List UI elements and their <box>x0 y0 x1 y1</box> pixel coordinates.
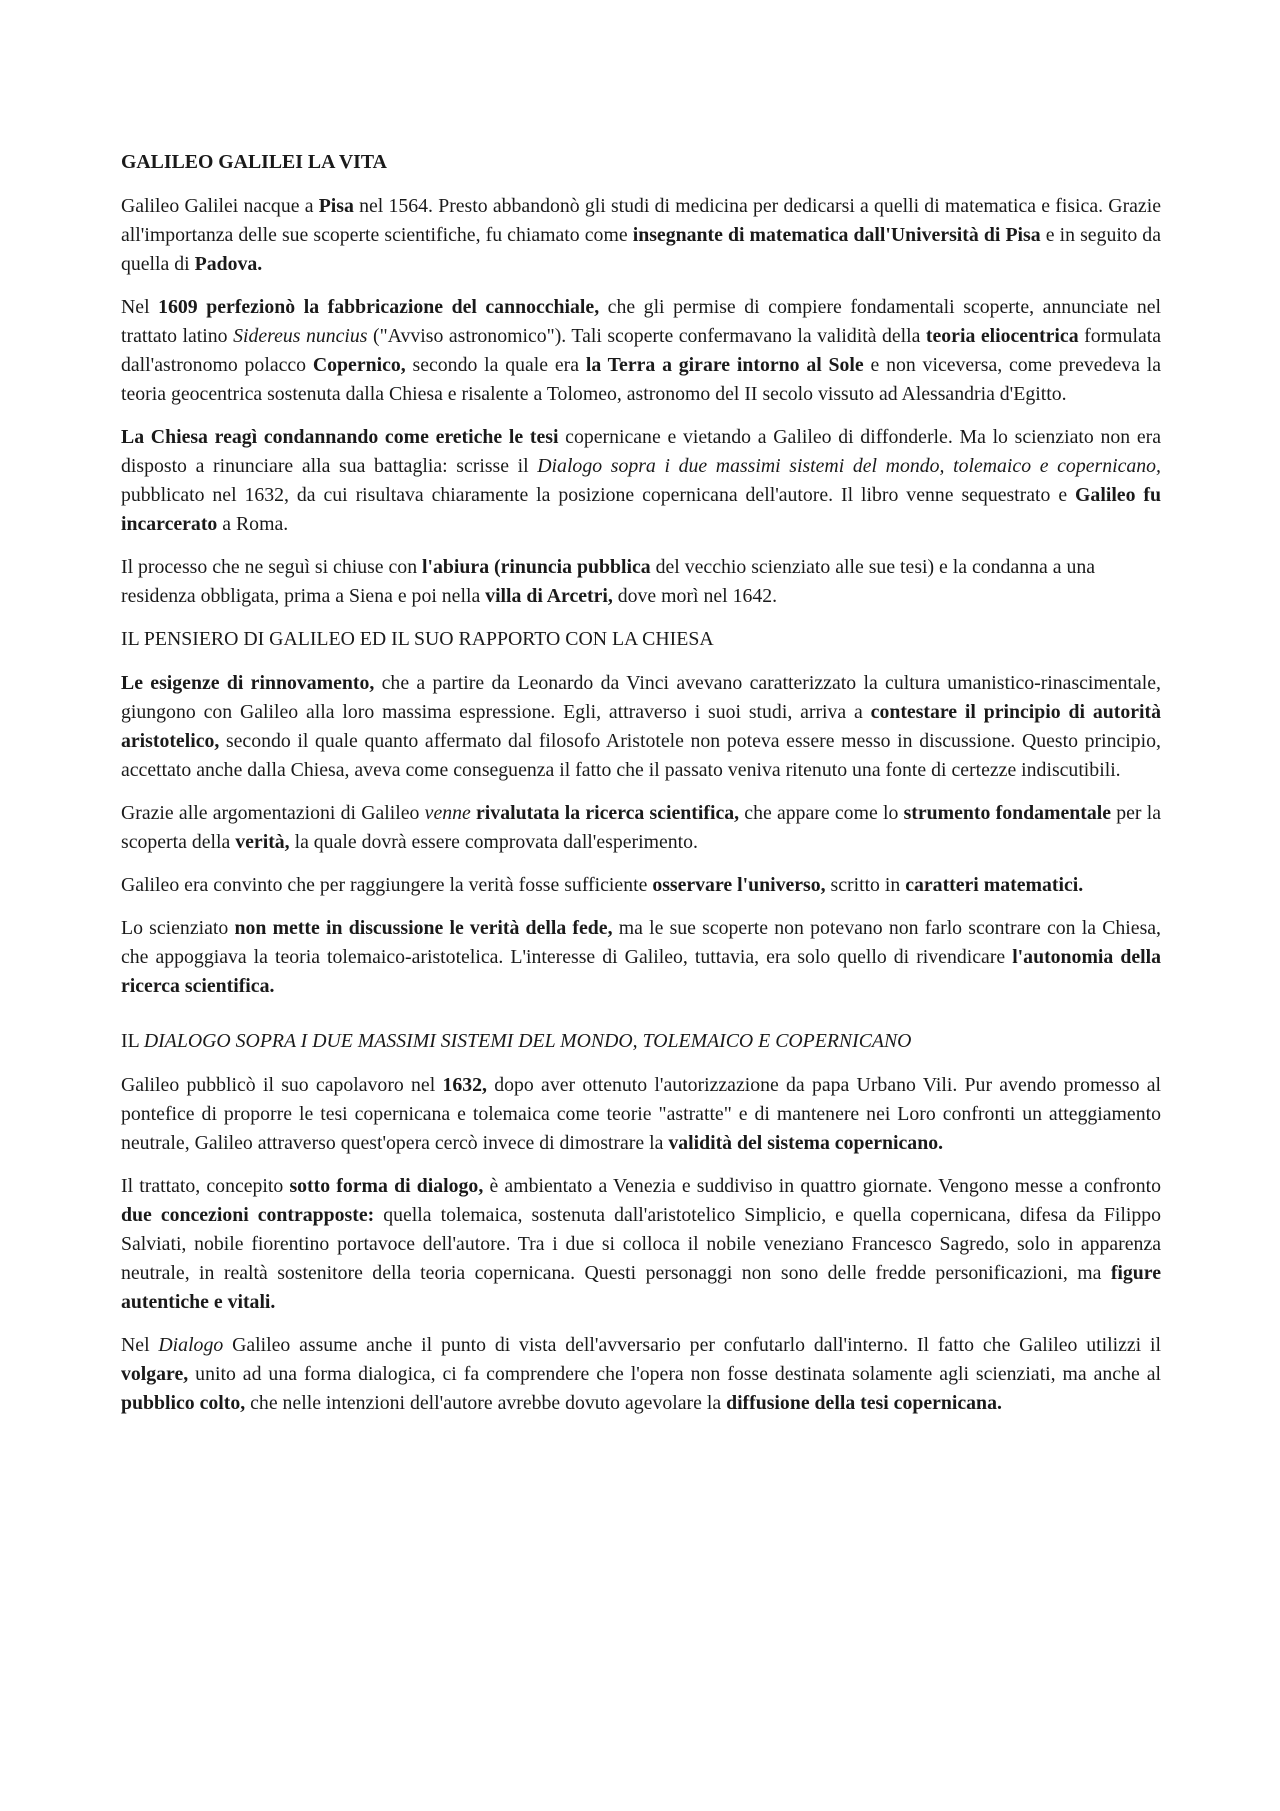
spacer <box>121 1015 1161 1027</box>
document-page <box>121 148 1161 1432</box>
paragraph: Galileo pubblicò il suo capolavoro nel 1632, dopo aver ottenuto l'autorizzazione da papa Urbano Vili. Pur avendo promesso al pontefice di proporre le tesi copernicana e tolemaica come teorie "astratte" e di mantenere nei Loro confronti un atteggiamento neutrale, Galileo attraverso quest'opera cercò invece di dimostrare la validità del sistema copernicano. <box>121 1074 1161 1154</box>
paragraph: Lo scienziato non mette in discussione le verità della fede, ma le sue scoperte non potevano non farlo scontrare con la Chiesa, che appoggiava la teoria tolemaico-aristotelica. L'interesse di Galileo, tuttavia, era solo quello di rivendicare l'autonomia della ricerca scientifica. <box>121 917 1162 997</box>
paragraph: Nel 1609 perfezionò la fabbricazione del cannocchiale, che gli permise di compiere fondamentali scoperte, annunciate nel trattato latino Sidereus nuncius ("Avviso astronomico"). Tali scoperte confermavano la validità della teoria eliocentrica formulata dall'astronomo polacco Copernico, secondo la quale era la Terra a girare intorno al Sole e non viceversa, come prevedeva la teoria geocentrica sostenuta dalla Chiesa e risalente a Tolomeo, astronomo del II secolo vissuto ad Alessandria d'Egitto. <box>121 296 1161 405</box>
paragraph: Galileo era convinto che per raggiungere la verità fosse sufficiente osservare l'universo, scritto in caratteri matematici. <box>121 874 1084 896</box>
section-title-dialogo: IL DIALOGO SOPRA I DUE MASSIMI SISTEMI DEL MONDO, TOLEMAICO E COPERNICANO <box>121 1030 912 1052</box>
section-title-vita: GALILEO GALILEI LA VITA <box>121 151 387 173</box>
paragraph: Galileo Galilei nacque a Pisa nel 1564. Presto abbandonò gli studi di medicina per dedicarsi a quelli di matematica e fisica. Grazie all'importanza delle sue scoperte scientifiche, fu chiamato come insegnante di matematica dall'Università di Pisa e in seguito da quella di Padova. <box>121 195 1161 275</box>
paragraph: Il processo che ne seguì si chiuse con l'abiura (rinuncia pubblica del vecchio scienziato alle sue tesi) e la condanna a una residenza obbligata, prima a Siena e poi nella villa di Arcetri, dove morì nel 1642. <box>121 556 1096 607</box>
paragraph: Nel Dialogo Galileo assume anche il punto di vista dell'avversario per confutarlo dall'interno. Il fatto che Galileo utilizzi il volgare, unito ad una forma dialogica, ci fa comprendere che l'opera non fosse destinata solamente agli scienziati, ma anche al pubblico colto, che nelle intenzioni dell'autore avrebbe dovuto agevolare la diffusione della tesi copernicana. <box>121 1334 1161 1414</box>
section-title-pensiero: IL PENSIERO DI GALILEO ED IL SUO RAPPORTO CON LA CHIESA <box>121 628 714 650</box>
paragraph: Il trattato, concepito sotto forma di dialogo, è ambientato a Venezia e suddiviso in quattro giornate. Vengono messe a confronto due concezioni contrapposte: quella tolemaica, sostenuta dall'aristotelico Simplicio, e quella copernicana, difesa da Filippo Salviati, nobile fiorentino portavoce dell'autore. Tra i due si colloca il nobile veneziano Francesco Sagredo, solo in apparenza neutrale, in realtà sostenitore della teoria copernicana. Questi personaggi non sono delle fredde personificazioni, ma figure autentiche e vitali. <box>121 1175 1162 1313</box>
paragraph: Le esigenze di rinnovamento, che a partire da Leonardo da Vinci avevano caratterizzato la cultura umanistico-rinascimentale, giungono con Galileo alla loro massima espressione. Egli, attraverso i suoi studi, arriva a contestare il principio di autorità aristotelico, secondo il quale quanto affermato dal filosofo Aristotele non poteva essere messo in discussione. Questo principio, accettato anche dalla Chiesa, aveva come conseguenza il fatto che il passato veniva ritenuto una fonte di certezze indiscutibili. <box>121 672 1161 781</box>
paragraph: Grazie alle argomentazioni di Galileo venne rivalutata la ricerca scientifica, che appare come lo strumento fondamentale per la scoperta della verità, la quale dovrà essere comprovata dall'esperimento. <box>121 802 1161 853</box>
paragraph: La Chiesa reagì condannando come eretiche le tesi copernicane e vietando a Galileo di diffonderle. Ma lo scienziato non era disposto a rinunciare alla sua battaglia: scrisse il Dialogo sopra i due massimi sistemi del mondo, tolemaico e copernicano, pubblicato nel 1632, da cui risultava chiaramente la posizione copernicana dell'autore. Il libro venne sequestrato e Galileo fu incarcerato a Roma. <box>121 426 1162 535</box>
